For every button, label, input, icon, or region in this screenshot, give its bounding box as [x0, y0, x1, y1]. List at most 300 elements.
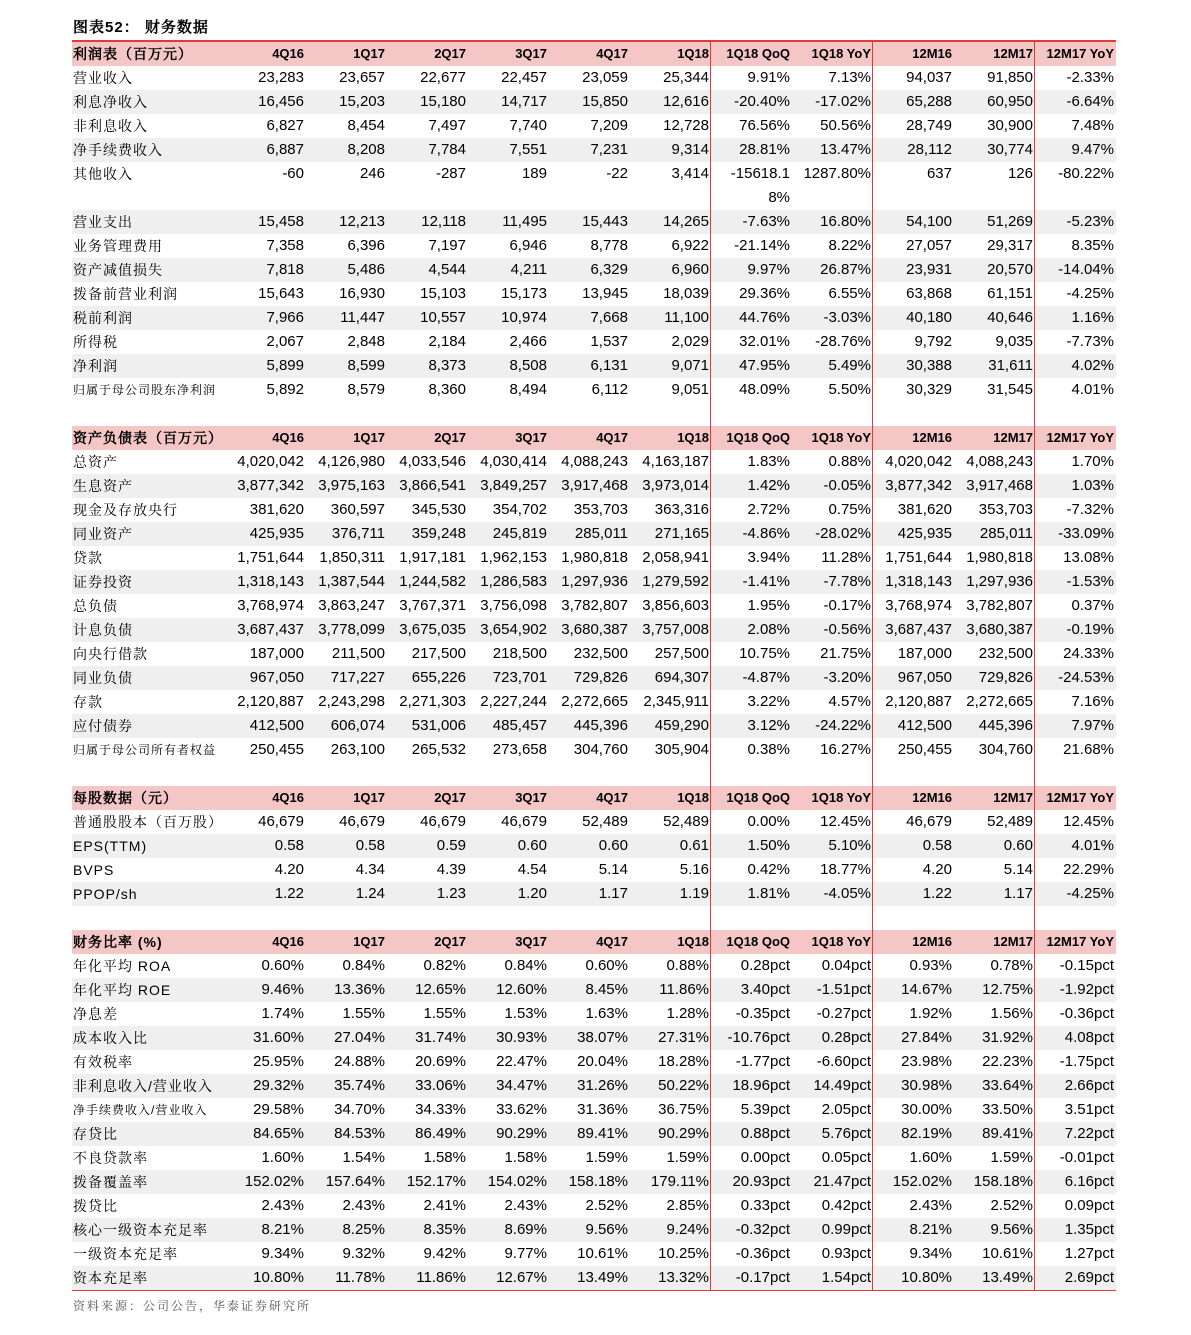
table-cell: 23,931 — [906, 261, 952, 278]
table-cell: 10.61% — [982, 1245, 1033, 1262]
table-cell: 21.47pct — [813, 1173, 871, 1190]
table-cell: 12,728 — [663, 117, 709, 134]
spacer-row — [72, 402, 1116, 426]
table-cell: 46,679 — [420, 813, 466, 830]
column-header: 2Q17 — [434, 790, 466, 805]
table-cell: 189 — [521, 165, 547, 182]
table-cell: 7.22pct — [1064, 1125, 1114, 1142]
table-cell: 15,103 — [420, 285, 466, 302]
table-cell: 0.60% — [261, 957, 304, 974]
table-cell: 31.60% — [253, 1029, 304, 1046]
table-cell: 9.42% — [423, 1245, 466, 1262]
table-row — [72, 1146, 1116, 1170]
table-cell: 32.01% — [739, 333, 790, 350]
table-row — [72, 330, 1116, 354]
table-cell: 8.45% — [585, 981, 628, 998]
table-cell: -3.03% — [823, 309, 871, 326]
table-cell: 4.57% — [828, 693, 871, 710]
table-cell: 263,100 — [330, 741, 385, 758]
table-row — [72, 690, 1116, 714]
table-cell: 2.52% — [585, 1197, 628, 1214]
column-header: 2Q17 — [434, 46, 466, 61]
table-cell: 1.55% — [423, 1005, 466, 1022]
table-row — [72, 858, 1116, 882]
table-cell: 7.97% — [1071, 717, 1114, 734]
row-label: 证券投资 — [73, 574, 133, 590]
table-cell: -1.77pct — [735, 1053, 790, 1070]
row-label: 不良贷款率 — [73, 1150, 148, 1166]
table-cell: -10.76pct — [727, 1029, 790, 1046]
table-cell: 967,050 — [249, 669, 304, 686]
table-cell: 8.21% — [909, 1221, 952, 1238]
table-cell: 20,570 — [987, 261, 1033, 278]
table-cell: 1.54pct — [821, 1269, 871, 1286]
table-cell: 1.58% — [504, 1149, 547, 1166]
section-header-row — [72, 930, 1116, 954]
table-cell: 271,165 — [654, 525, 709, 542]
table-cell: 23.98% — [901, 1053, 952, 1070]
table-cell: 46,679 — [339, 813, 385, 830]
table-cell: 3.22% — [747, 693, 790, 710]
table-cell: 1.27pct — [1064, 1245, 1114, 1262]
table-cell: 84.53% — [334, 1125, 385, 1142]
table-cell: 1,286,583 — [480, 573, 547, 590]
table-cell: 65,288 — [906, 93, 952, 110]
table-cell: 1,962,153 — [480, 549, 547, 566]
table-cell: 16.27% — [820, 741, 871, 758]
table-cell: 5,486 — [347, 261, 385, 278]
table-cell: 8.35% — [1071, 237, 1114, 254]
row-label: 普通股股本（百万股） — [73, 814, 223, 830]
table-cell: 0.60 — [598, 837, 628, 854]
table-cell: 2.85% — [666, 1197, 709, 1214]
table-body — [72, 42, 1116, 1290]
table-cell: 0.60 — [517, 837, 547, 854]
section-header-row — [72, 426, 1116, 450]
table-cell: 27,057 — [906, 237, 952, 254]
table-cell: 18.96pct — [732, 1077, 790, 1094]
row-label: 存贷比 — [73, 1126, 118, 1142]
table-cell: 9.97% — [747, 261, 790, 278]
table-cell: 24.88% — [334, 1053, 385, 1070]
table-cell: 1,537 — [590, 333, 628, 350]
table-cell: 0.28pct — [821, 1029, 871, 1046]
column-divider — [710, 42, 711, 1290]
row-label: 贷款 — [73, 550, 103, 566]
column-header: 1Q18 QoQ — [726, 430, 790, 445]
column-header: 3Q17 — [515, 790, 547, 805]
table-row — [72, 546, 1116, 570]
table-cell: 6,922 — [671, 237, 709, 254]
row-label: 所得税 — [73, 334, 118, 350]
table-cell: 44.76% — [739, 309, 790, 326]
table-cell: -0.19% — [1066, 621, 1114, 638]
row-label: 净息差 — [73, 1006, 118, 1022]
table-cell: 14,265 — [663, 213, 709, 230]
column-header: 2Q17 — [434, 430, 466, 445]
table-cell: 273,658 — [492, 741, 547, 758]
column-header: 12M17 — [993, 46, 1033, 61]
row-label: 核心一级资本充足率 — [73, 1222, 208, 1238]
table-cell: 30.98% — [901, 1077, 952, 1094]
table-cell: 3,414 — [671, 165, 709, 182]
table-cell: -4.86% — [742, 525, 790, 542]
table-cell: 717,227 — [330, 669, 385, 686]
table-cell: -28.76% — [815, 333, 871, 350]
table-cell: 0.88pct — [740, 1125, 790, 1142]
table-cell: 82.19% — [901, 1125, 952, 1142]
table-row — [72, 1242, 1116, 1266]
table-cell: 158.18% — [973, 1173, 1033, 1190]
table-cell: 15,180 — [420, 93, 466, 110]
table-cell: 6.16pct — [1064, 1173, 1114, 1190]
table-cell: 91,850 — [987, 69, 1033, 86]
table-cell: -0.27pct — [816, 1005, 871, 1022]
table-cell: 7,358 — [266, 237, 304, 254]
table-cell: 3.40pct — [740, 981, 790, 998]
table-row — [72, 666, 1116, 690]
table-cell: 0.58 — [274, 837, 304, 854]
table-cell: 10.61% — [577, 1245, 628, 1262]
table-cell: 48.09% — [739, 381, 790, 398]
column-header: 12M17 — [993, 934, 1033, 949]
table-cell: 8,778 — [590, 237, 628, 254]
row-label: 有效税率 — [73, 1054, 133, 1070]
table-cell: 425,935 — [249, 525, 304, 542]
column-header: 4Q17 — [596, 46, 628, 61]
table-cell: 27.84% — [901, 1029, 952, 1046]
table-cell: 0.09pct — [1064, 1197, 1114, 1214]
column-header: 12M17 YoY — [1046, 46, 1114, 61]
table-cell: 2.41% — [423, 1197, 466, 1214]
table-cell: 5.76pct — [821, 1125, 871, 1142]
table-cell: 31.26% — [577, 1077, 628, 1094]
spacer-row — [72, 762, 1116, 786]
table-cell: 10.80% — [253, 1269, 304, 1286]
table-cell: 27.31% — [658, 1029, 709, 1046]
table-cell: 0.05pct — [821, 1149, 871, 1166]
table-cell: 10.75% — [739, 645, 790, 662]
table-row — [72, 618, 1116, 642]
table-cell: 12,213 — [339, 213, 385, 230]
table-row — [72, 354, 1116, 378]
table-cell: 4,088,243 — [561, 453, 628, 470]
table-cell: 1,917,181 — [399, 549, 466, 566]
table-cell: 655,226 — [411, 669, 466, 686]
table-cell: 1.03% — [1071, 477, 1114, 494]
table-cell: 31,545 — [987, 381, 1033, 398]
column-header: 1Q18 — [677, 430, 709, 445]
table-cell: 22.23% — [982, 1053, 1033, 1070]
table-row — [72, 1050, 1116, 1074]
column-header: 1Q18 YoY — [811, 430, 871, 445]
row-label: 成本收入比 — [73, 1030, 148, 1046]
table-cell: 12,616 — [663, 93, 709, 110]
table-cell: 35.74% — [334, 1077, 385, 1094]
table-cell: 967,050 — [897, 669, 952, 686]
table-cell: 1.58% — [423, 1149, 466, 1166]
table-cell: 22.29% — [1063, 861, 1114, 878]
table-cell: 1.81% — [747, 885, 790, 902]
table-cell: 2.66pct — [1064, 1077, 1114, 1094]
section-title: 每股数据（元） — [73, 790, 178, 806]
table-cell: 30.00% — [901, 1101, 952, 1118]
table-cell: 8.35% — [423, 1221, 466, 1238]
table-row — [72, 210, 1116, 234]
table-cell: 9,314 — [671, 141, 709, 158]
table-cell: 8.25% — [342, 1221, 385, 1238]
section-title: 资产负债表（百万元） — [73, 430, 223, 446]
table-cell: 0.37% — [1071, 597, 1114, 614]
table-cell: 4,020,042 — [885, 453, 952, 470]
table-cell: 3,782,807 — [966, 597, 1033, 614]
table-cell: -6.64% — [1066, 93, 1114, 110]
table-cell: -0.36pct — [735, 1245, 790, 1262]
table-cell: 4.20 — [922, 861, 952, 878]
table-cell: 0.58 — [922, 837, 952, 854]
table-cell: -4.87% — [742, 669, 790, 686]
row-label: 一级资本充足率 — [73, 1246, 178, 1262]
table-cell: 15,850 — [582, 93, 628, 110]
table-cell: 8,360 — [428, 381, 466, 398]
table-cell: -1.75pct — [1059, 1053, 1114, 1070]
table-cell: 7,497 — [428, 117, 466, 134]
table-cell: 6,827 — [266, 117, 304, 134]
column-header: 4Q17 — [596, 934, 628, 949]
table-cell: 12.45% — [820, 813, 871, 830]
table-cell: -80.22% — [1058, 165, 1114, 182]
table-cell: 14.67% — [901, 981, 952, 998]
table-row — [72, 1266, 1116, 1290]
table-cell: 3,778,099 — [318, 621, 385, 638]
table-cell: -4.25% — [1066, 285, 1114, 302]
table-cell: -24.53% — [1058, 669, 1114, 686]
table-cell: 22,457 — [501, 69, 547, 86]
table-cell: 3,654,902 — [480, 621, 547, 638]
table-cell: 2.72% — [747, 501, 790, 518]
column-header: 1Q18 — [677, 790, 709, 805]
table-cell: 265,532 — [411, 741, 466, 758]
table-cell: 0.60% — [585, 957, 628, 974]
table-cell: 3,849,257 — [480, 477, 547, 494]
table-cell: 6,131 — [590, 357, 628, 374]
table-cell: 5.50% — [828, 381, 871, 398]
table-cell: 90.29% — [658, 1125, 709, 1142]
table-cell: 8.22% — [828, 237, 871, 254]
table-cell: 31.74% — [415, 1029, 466, 1046]
row-label: 业务管理费用 — [73, 238, 163, 254]
row-label: 总负债 — [73, 598, 118, 614]
table-cell: 34.33% — [415, 1101, 466, 1118]
row-label: 资本充足率 — [73, 1270, 148, 1286]
table-cell: 8,599 — [347, 357, 385, 374]
table-cell: 3,877,342 — [237, 477, 304, 494]
table-cell: 425,935 — [897, 525, 952, 542]
row-label: 净利润 — [73, 358, 118, 374]
table-cell: 33.62% — [496, 1101, 547, 1118]
table-row — [72, 282, 1116, 306]
table-cell: 10.25% — [658, 1245, 709, 1262]
row-label: 向央行借款 — [73, 646, 148, 662]
table-row — [72, 642, 1116, 666]
table-cell: 2,272,665 — [561, 693, 628, 710]
table-cell: 1,387,544 — [318, 573, 385, 590]
table-cell: 28.81% — [739, 141, 790, 158]
table-cell: 30,900 — [987, 117, 1033, 134]
table-cell: 4,126,980 — [318, 453, 385, 470]
table-cell: 3,877,342 — [885, 477, 952, 494]
table-cell: -6.60pct — [816, 1053, 871, 1070]
row-label: 现金及存放央行 — [73, 502, 178, 518]
table-cell: 13,945 — [582, 285, 628, 302]
table-cell: 0.88% — [666, 957, 709, 974]
section-header-row — [72, 786, 1116, 810]
source-note: 资料来源：公司公告，华泰证券研究所 — [73, 1299, 312, 1313]
table-cell: 381,620 — [249, 501, 304, 518]
table-cell: 31.92% — [982, 1029, 1033, 1046]
table-cell: 47.95% — [739, 357, 790, 374]
column-header: 4Q17 — [596, 430, 628, 445]
table-cell: 8,579 — [347, 381, 385, 398]
table-cell: 2.52% — [990, 1197, 1033, 1214]
table-cell: 4,163,187 — [642, 453, 709, 470]
table-cell: 12,118 — [421, 213, 466, 230]
table-cell: 28,112 — [907, 141, 952, 158]
row-label: 其他收入 — [73, 166, 133, 182]
table-cell: 1,297,936 — [561, 573, 628, 590]
table-cell: 152.17% — [406, 1173, 466, 1190]
table-cell: 8,494 — [509, 381, 547, 398]
table-cell: -60 — [282, 165, 304, 182]
table-cell: 9,071 — [671, 357, 709, 374]
table-cell: 0.88% — [828, 453, 871, 470]
table-cell: 16,456 — [258, 93, 304, 110]
table-cell: 12.67% — [496, 1269, 547, 1286]
row-label: 年化平均 ROA — [73, 958, 172, 974]
table-cell: 0.61 — [679, 837, 709, 854]
table-cell: 250,455 — [249, 741, 304, 758]
table-cell: 2,029 — [671, 333, 709, 350]
figure-title: 图表52： 财务数据 — [73, 19, 209, 36]
table-cell: 459,290 — [654, 717, 709, 734]
table-cell: -0.56% — [823, 621, 871, 638]
table-cell: 1.56% — [990, 1005, 1033, 1022]
table-cell: 9.46% — [261, 981, 304, 998]
table-row — [72, 714, 1116, 738]
table-cell: -287 — [435, 165, 466, 182]
table-cell: 13.36% — [334, 981, 385, 998]
table-cell: 0.38% — [747, 741, 790, 758]
table-cell: 359,248 — [411, 525, 466, 542]
table-cell: 2,271,303 — [399, 693, 466, 710]
table-cell: 3.12% — [747, 717, 790, 734]
table-cell: 7,209 — [590, 117, 628, 134]
table-cell: 25,344 — [663, 69, 709, 86]
table-cell: 30,774 — [987, 141, 1033, 158]
table-cell: 33.64% — [982, 1077, 1033, 1094]
table-cell: 46,679 — [258, 813, 304, 830]
table-cell: 2,466 — [509, 333, 547, 350]
column-header: 1Q18 — [677, 46, 709, 61]
row-label: 营业支出 — [73, 214, 133, 230]
table-cell: -0.01pct — [1059, 1149, 1114, 1166]
table-cell: 1,318,143 — [237, 573, 304, 590]
table-cell: 2.43% — [342, 1197, 385, 1214]
table-cell: 89.41% — [982, 1125, 1033, 1142]
table-cell: 1.28% — [666, 1005, 709, 1022]
table-cell: 11,495 — [502, 213, 547, 230]
table-cell: 0.84% — [342, 957, 385, 974]
table-cell: -15618.18% — [730, 165, 790, 206]
table-cell: 3,767,371 — [399, 597, 466, 614]
table-cell: 1.24 — [355, 885, 385, 902]
table-cell: 11,100 — [664, 309, 709, 326]
table-cell: 15,443 — [582, 213, 628, 230]
table-cell: 1,279,592 — [642, 573, 709, 590]
table-cell: 13.49% — [982, 1269, 1033, 1286]
table-cell: 16.80% — [820, 213, 871, 230]
table-cell: 63,868 — [906, 285, 952, 302]
financial-data-table — [72, 40, 1116, 1291]
table-cell: 20.04% — [577, 1053, 628, 1070]
table-cell: 0.93% — [909, 957, 952, 974]
table-cell: 531,006 — [411, 717, 466, 734]
table-cell: 1.74% — [261, 1005, 304, 1022]
row-label: 计息负债 — [73, 622, 133, 638]
table-cell: 3,680,387 — [966, 621, 1033, 638]
table-cell: 0.33pct — [740, 1197, 790, 1214]
table-cell: 3,768,974 — [237, 597, 304, 614]
table-cell: -0.05% — [823, 477, 871, 494]
column-header: 12M16 — [912, 46, 952, 61]
table-cell: 2.05pct — [821, 1101, 871, 1118]
table-cell: 0.99pct — [821, 1221, 871, 1238]
table-cell: -28.02% — [815, 525, 871, 542]
table-cell: 5.14 — [1003, 861, 1033, 878]
table-cell: 3,975,163 — [318, 477, 385, 494]
column-header: 1Q17 — [353, 46, 385, 61]
table-cell: 31.36% — [577, 1101, 628, 1118]
table-row — [72, 594, 1116, 618]
table-cell: 1.22 — [274, 885, 304, 902]
table-cell: 6,887 — [266, 141, 304, 158]
table-cell: 5.39pct — [740, 1101, 790, 1118]
table-cell: 126 — [1007, 165, 1033, 182]
section-title: 利润表（百万元） — [73, 46, 193, 62]
table-cell: 9,051 — [671, 381, 709, 398]
row-label: 营业收入 — [73, 70, 133, 86]
column-header: 12M16 — [912, 934, 952, 949]
table-cell: 1.59% — [990, 1149, 1033, 1166]
table-cell: 38.07% — [577, 1029, 628, 1046]
row-label: 生息资产 — [73, 478, 133, 494]
table-cell: 2.43% — [909, 1197, 952, 1214]
row-label: 非利息收入/营业收入 — [73, 1078, 213, 1094]
table-cell: 363,316 — [654, 501, 709, 518]
table-cell: 1287.80% — [803, 165, 871, 182]
table-cell: 0.93pct — [821, 1245, 871, 1262]
table-cell: 30,329 — [906, 381, 952, 398]
table-cell: 30.93% — [496, 1029, 547, 1046]
table-cell: 2.69pct — [1064, 1269, 1114, 1286]
table-cell: 1.17 — [598, 885, 628, 902]
table-row — [72, 378, 1116, 402]
table-cell: 10,974 — [501, 309, 547, 326]
table-cell: 6,112 — [591, 381, 628, 398]
table-cell: 7,966 — [266, 309, 304, 326]
table-cell: 15,203 — [339, 93, 385, 110]
table-row — [72, 810, 1116, 834]
